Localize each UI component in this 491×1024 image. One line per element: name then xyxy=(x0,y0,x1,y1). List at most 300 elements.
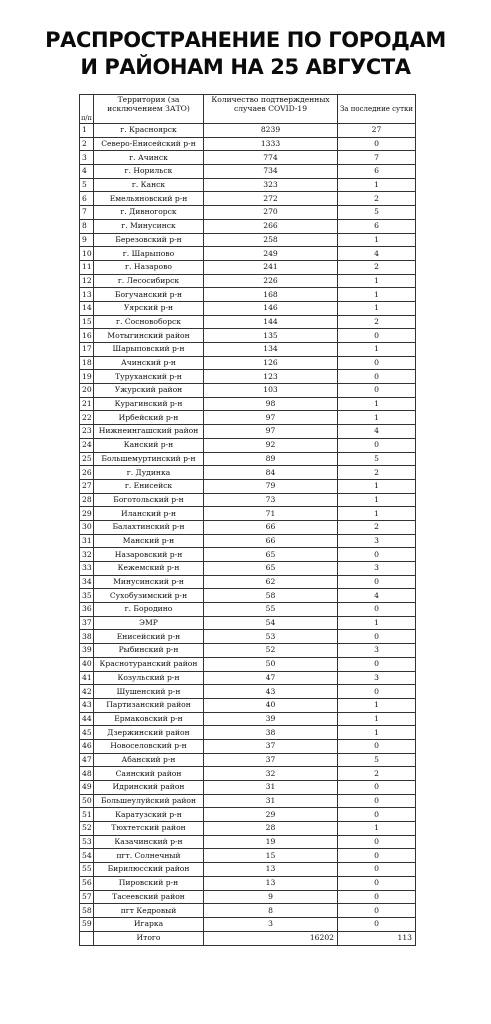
row-territory: Емельяновский р-н xyxy=(94,192,204,206)
row-cases: 38 xyxy=(204,726,338,740)
row-territory: г. Дудинка xyxy=(94,466,204,480)
total-number xyxy=(80,931,94,945)
row-territory: Курагинский р-н xyxy=(94,397,204,411)
table-row xyxy=(80,781,416,795)
row-number: 7 xyxy=(80,206,94,220)
table-row xyxy=(80,151,416,165)
row-number: 46 xyxy=(80,739,94,753)
table-row xyxy=(80,370,416,384)
row-territory: Рыбинский р-н xyxy=(94,644,204,658)
row-territory: Большеулуйский район xyxy=(94,794,204,808)
row-territory: Туруханский р-н xyxy=(94,370,204,384)
row-last-day: 1 xyxy=(338,301,416,315)
row-number: 33 xyxy=(80,562,94,576)
row-last-day: 5 xyxy=(338,753,416,767)
row-cases: 32 xyxy=(204,767,338,781)
row-number: 31 xyxy=(80,534,94,548)
table-row xyxy=(80,822,416,836)
row-territory: Дзержинский район xyxy=(94,726,204,740)
row-number: 20 xyxy=(80,384,94,398)
row-number: 4 xyxy=(80,165,94,179)
row-number: 41 xyxy=(80,671,94,685)
row-cases: 15 xyxy=(204,849,338,863)
row-last-day: 3 xyxy=(338,534,416,548)
row-number: 45 xyxy=(80,726,94,740)
row-last-day: 1 xyxy=(338,397,416,411)
row-last-day: 1 xyxy=(338,288,416,302)
header-number: п/п xyxy=(80,95,94,124)
row-number: 54 xyxy=(80,849,94,863)
row-number: 50 xyxy=(80,794,94,808)
row-number: 1 xyxy=(80,124,94,138)
row-cases: 47 xyxy=(204,671,338,685)
total-label: Итого xyxy=(94,931,204,945)
row-cases: 43 xyxy=(204,685,338,699)
row-cases: 66 xyxy=(204,534,338,548)
row-number: 25 xyxy=(80,452,94,466)
row-territory: пгт. Солнечный xyxy=(94,849,204,863)
row-number: 14 xyxy=(80,301,94,315)
table-row xyxy=(80,178,416,192)
row-territory: г. Лесосибирск xyxy=(94,274,204,288)
table-row xyxy=(80,794,416,808)
row-last-day: 1 xyxy=(338,479,416,493)
row-number: 23 xyxy=(80,425,94,439)
table-row xyxy=(80,479,416,493)
row-last-day: 0 xyxy=(338,685,416,699)
row-last-day: 1 xyxy=(338,178,416,192)
row-territory: г. Красноярск xyxy=(94,124,204,138)
table-row xyxy=(80,165,416,179)
row-territory: Иланский р-н xyxy=(94,507,204,521)
row-cases: 73 xyxy=(204,493,338,507)
row-number: 48 xyxy=(80,767,94,781)
table-row xyxy=(80,397,416,411)
row-number: 15 xyxy=(80,315,94,329)
row-territory: Канский р-н xyxy=(94,438,204,452)
row-last-day: 4 xyxy=(338,247,416,261)
row-last-day: 0 xyxy=(338,917,416,931)
row-cases: 258 xyxy=(204,233,338,247)
row-number: 5 xyxy=(80,178,94,192)
row-number: 49 xyxy=(80,781,94,795)
row-last-day: 27 xyxy=(338,124,416,138)
row-last-day: 0 xyxy=(338,739,416,753)
table-header-row xyxy=(80,95,416,124)
header-last-day: За последние сутки xyxy=(338,95,416,124)
row-cases: 13 xyxy=(204,876,338,890)
row-number: 26 xyxy=(80,466,94,480)
row-number: 28 xyxy=(80,493,94,507)
row-cases: 55 xyxy=(204,603,338,617)
table-row xyxy=(80,466,416,480)
row-last-day: 0 xyxy=(338,876,416,890)
total-row xyxy=(80,931,416,945)
row-cases: 8239 xyxy=(204,124,338,138)
page-title xyxy=(0,27,491,81)
row-last-day: 0 xyxy=(338,370,416,384)
row-cases: 66 xyxy=(204,520,338,534)
row-cases: 134 xyxy=(204,343,338,357)
table-row xyxy=(80,562,416,576)
row-last-day: 6 xyxy=(338,165,416,179)
table-row xyxy=(80,124,416,138)
table-row xyxy=(80,575,416,589)
row-territory: Шарыповский р-н xyxy=(94,343,204,357)
row-last-day: 2 xyxy=(338,260,416,274)
row-cases: 97 xyxy=(204,411,338,425)
table-row xyxy=(80,507,416,521)
table-row xyxy=(80,192,416,206)
row-last-day: 0 xyxy=(338,863,416,877)
row-cases: 39 xyxy=(204,712,338,726)
row-number: 17 xyxy=(80,343,94,357)
row-cases: 92 xyxy=(204,438,338,452)
table-row xyxy=(80,767,416,781)
row-cases: 54 xyxy=(204,616,338,630)
row-territory: ЭМР xyxy=(94,616,204,630)
table-row xyxy=(80,835,416,849)
table-row xyxy=(80,438,416,452)
row-last-day: 0 xyxy=(338,808,416,822)
table-row xyxy=(80,671,416,685)
row-territory: Казачинский р-н xyxy=(94,835,204,849)
table-row xyxy=(80,425,416,439)
table-row xyxy=(80,808,416,822)
row-cases: 146 xyxy=(204,301,338,315)
row-number: 30 xyxy=(80,520,94,534)
row-cases: 266 xyxy=(204,219,338,233)
row-number: 22 xyxy=(80,411,94,425)
row-territory: Нижнеингашский район xyxy=(94,425,204,439)
row-last-day: 5 xyxy=(338,452,416,466)
row-number: 42 xyxy=(80,685,94,699)
row-territory: Ачинский р-н xyxy=(94,356,204,370)
row-last-day: 1 xyxy=(338,698,416,712)
row-number: 51 xyxy=(80,808,94,822)
row-cases: 9 xyxy=(204,890,338,904)
row-last-day: 1 xyxy=(338,493,416,507)
row-number: 27 xyxy=(80,479,94,493)
total-last-day: 113 xyxy=(338,931,416,945)
row-territory: Ирбейский р-н xyxy=(94,411,204,425)
table-row xyxy=(80,288,416,302)
row-number: 53 xyxy=(80,835,94,849)
row-cases: 1333 xyxy=(204,137,338,151)
row-territory: г. Енисейск xyxy=(94,479,204,493)
table-row xyxy=(80,452,416,466)
row-territory: Сухобузимский р-н xyxy=(94,589,204,603)
row-cases: 52 xyxy=(204,644,338,658)
row-cases: 774 xyxy=(204,151,338,165)
row-cases: 97 xyxy=(204,425,338,439)
table-body xyxy=(80,124,416,932)
row-last-day: 4 xyxy=(338,589,416,603)
table-row xyxy=(80,301,416,315)
row-number: 52 xyxy=(80,822,94,836)
row-territory: г. Сосновоборск xyxy=(94,315,204,329)
row-last-day: 3 xyxy=(338,644,416,658)
row-last-day: 2 xyxy=(338,520,416,534)
row-last-day: 0 xyxy=(338,849,416,863)
row-territory: Абанский р-н xyxy=(94,753,204,767)
row-last-day: 1 xyxy=(338,411,416,425)
row-number: 57 xyxy=(80,890,94,904)
row-number: 10 xyxy=(80,247,94,261)
table-row xyxy=(80,520,416,534)
row-number: 9 xyxy=(80,233,94,247)
row-last-day: 0 xyxy=(338,575,416,589)
row-number: 43 xyxy=(80,698,94,712)
row-last-day: 5 xyxy=(338,206,416,220)
table-row xyxy=(80,726,416,740)
row-last-day: 0 xyxy=(338,603,416,617)
table-row xyxy=(80,644,416,658)
row-territory: Краснотуранский район xyxy=(94,657,204,671)
row-cases: 65 xyxy=(204,548,338,562)
table-row xyxy=(80,343,416,357)
row-territory: Ужурский район xyxy=(94,384,204,398)
title-line-1: РАСПРОСТРАНЕНИЕ ПО ГОРОДАМ xyxy=(45,28,446,52)
table-row xyxy=(80,356,416,370)
table-row xyxy=(80,384,416,398)
table-row xyxy=(80,657,416,671)
row-number: 13 xyxy=(80,288,94,302)
row-number: 2 xyxy=(80,137,94,151)
table-row xyxy=(80,698,416,712)
row-number: 29 xyxy=(80,507,94,521)
table-row xyxy=(80,712,416,726)
row-territory: Богучанский р-н xyxy=(94,288,204,302)
row-cases: 79 xyxy=(204,479,338,493)
row-cases: 168 xyxy=(204,288,338,302)
row-number: 21 xyxy=(80,397,94,411)
row-territory: Саянский район xyxy=(94,767,204,781)
table-row xyxy=(80,534,416,548)
row-cases: 13 xyxy=(204,863,338,877)
row-number: 40 xyxy=(80,657,94,671)
row-territory: Назаровский р-н xyxy=(94,548,204,562)
row-cases: 19 xyxy=(204,835,338,849)
row-territory: Уярский р-н xyxy=(94,301,204,315)
table-row xyxy=(80,603,416,617)
row-cases: 50 xyxy=(204,657,338,671)
row-last-day: 1 xyxy=(338,616,416,630)
row-territory: Енисейский р-н xyxy=(94,630,204,644)
row-number: 44 xyxy=(80,712,94,726)
row-cases: 123 xyxy=(204,370,338,384)
row-last-day: 0 xyxy=(338,438,416,452)
row-cases: 144 xyxy=(204,315,338,329)
row-last-day: 0 xyxy=(338,890,416,904)
row-last-day: 0 xyxy=(338,904,416,918)
table-row xyxy=(80,739,416,753)
row-last-day: 2 xyxy=(338,466,416,480)
table-row xyxy=(80,411,416,425)
row-cases: 37 xyxy=(204,753,338,767)
row-cases: 3 xyxy=(204,917,338,931)
table-row xyxy=(80,589,416,603)
row-number: 34 xyxy=(80,575,94,589)
row-territory: Игарка xyxy=(94,917,204,931)
row-last-day: 6 xyxy=(338,219,416,233)
row-number: 39 xyxy=(80,644,94,658)
row-last-day: 1 xyxy=(338,233,416,247)
table-row xyxy=(80,630,416,644)
row-territory: г. Норильск xyxy=(94,165,204,179)
row-number: 19 xyxy=(80,370,94,384)
row-cases: 272 xyxy=(204,192,338,206)
title-line-2: И РАЙОНАМ НА 25 АВГУСТА xyxy=(80,55,411,79)
row-number: 38 xyxy=(80,630,94,644)
row-territory: Боготольский р-н xyxy=(94,493,204,507)
row-cases: 84 xyxy=(204,466,338,480)
row-territory: г. Канск xyxy=(94,178,204,192)
table-row xyxy=(80,753,416,767)
table-row xyxy=(80,548,416,562)
row-cases: 126 xyxy=(204,356,338,370)
table-row xyxy=(80,274,416,288)
row-last-day: 1 xyxy=(338,343,416,357)
row-territory: г. Бородино xyxy=(94,603,204,617)
table-row xyxy=(80,863,416,877)
row-number: 24 xyxy=(80,438,94,452)
row-number: 16 xyxy=(80,329,94,343)
row-territory: Березовский р-н xyxy=(94,233,204,247)
row-territory: Новоселовский р-н xyxy=(94,739,204,753)
table-row xyxy=(80,233,416,247)
row-cases: 31 xyxy=(204,781,338,795)
row-last-day: 0 xyxy=(338,657,416,671)
row-territory: Минусинский р-н xyxy=(94,575,204,589)
row-number: 35 xyxy=(80,589,94,603)
header-territory: Территория (за исключением ЗАТО) xyxy=(94,95,204,124)
row-last-day: 1 xyxy=(338,822,416,836)
table-row xyxy=(80,493,416,507)
row-cases: 28 xyxy=(204,822,338,836)
row-territory: Кежемский р-н xyxy=(94,562,204,576)
row-territory: г. Шарыпово xyxy=(94,247,204,261)
row-territory: Бирилюсский район xyxy=(94,863,204,877)
row-territory: Идринский район xyxy=(94,781,204,795)
row-last-day: 0 xyxy=(338,356,416,370)
row-territory: Козульский р-н xyxy=(94,671,204,685)
row-cases: 135 xyxy=(204,329,338,343)
row-last-day: 0 xyxy=(338,781,416,795)
row-last-day: 1 xyxy=(338,274,416,288)
row-territory: Северо-Енисейский р-н xyxy=(94,137,204,151)
table-row xyxy=(80,890,416,904)
row-last-day: 2 xyxy=(338,767,416,781)
row-cases: 40 xyxy=(204,698,338,712)
row-number: 6 xyxy=(80,192,94,206)
row-cases: 103 xyxy=(204,384,338,398)
row-territory: Каратузский р-н xyxy=(94,808,204,822)
row-last-day: 1 xyxy=(338,712,416,726)
covid-cases-table xyxy=(79,94,416,946)
row-last-day: 0 xyxy=(338,794,416,808)
row-last-day: 0 xyxy=(338,384,416,398)
row-cases: 241 xyxy=(204,260,338,274)
table-row xyxy=(80,904,416,918)
row-cases: 29 xyxy=(204,808,338,822)
row-number: 12 xyxy=(80,274,94,288)
row-number: 47 xyxy=(80,753,94,767)
row-cases: 58 xyxy=(204,589,338,603)
table-row xyxy=(80,315,416,329)
row-cases: 734 xyxy=(204,165,338,179)
row-number: 32 xyxy=(80,548,94,562)
row-last-day: 7 xyxy=(338,151,416,165)
row-last-day: 2 xyxy=(338,315,416,329)
row-last-day: 0 xyxy=(338,548,416,562)
row-cases: 53 xyxy=(204,630,338,644)
row-last-day: 3 xyxy=(338,562,416,576)
row-territory: г. Ачинск xyxy=(94,151,204,165)
row-territory: Пировский р-н xyxy=(94,876,204,890)
row-number: 8 xyxy=(80,219,94,233)
row-territory: Балахтинский р-н xyxy=(94,520,204,534)
row-last-day: 1 xyxy=(338,726,416,740)
row-cases: 98 xyxy=(204,397,338,411)
row-territory: Шушенский р-н xyxy=(94,685,204,699)
row-cases: 226 xyxy=(204,274,338,288)
row-number: 55 xyxy=(80,863,94,877)
table-row xyxy=(80,219,416,233)
row-number: 58 xyxy=(80,904,94,918)
row-last-day: 0 xyxy=(338,137,416,151)
row-cases: 323 xyxy=(204,178,338,192)
row-cases: 89 xyxy=(204,452,338,466)
row-territory: Партизанский район xyxy=(94,698,204,712)
row-number: 3 xyxy=(80,151,94,165)
table-row xyxy=(80,329,416,343)
row-last-day: 4 xyxy=(338,425,416,439)
row-cases: 8 xyxy=(204,904,338,918)
row-territory: г. Дивногорск xyxy=(94,206,204,220)
row-cases: 270 xyxy=(204,206,338,220)
row-last-day: 0 xyxy=(338,630,416,644)
row-last-day: 0 xyxy=(338,329,416,343)
row-territory: Ермаковский р-н xyxy=(94,712,204,726)
row-number: 56 xyxy=(80,876,94,890)
table-row xyxy=(80,206,416,220)
row-last-day: 3 xyxy=(338,671,416,685)
row-territory: Мотыгинский район xyxy=(94,329,204,343)
table-row xyxy=(80,917,416,931)
table-row xyxy=(80,685,416,699)
header-cases: Количество подтвержденных случаев COVID-19 xyxy=(204,95,338,124)
row-number: 18 xyxy=(80,356,94,370)
row-territory: г. Минусинск xyxy=(94,219,204,233)
row-cases: 65 xyxy=(204,562,338,576)
row-territory: Тасеевский район xyxy=(94,890,204,904)
row-territory: Большемуртинский р-н xyxy=(94,452,204,466)
row-territory: пгт Кедровый xyxy=(94,904,204,918)
row-territory: Манский р-н xyxy=(94,534,204,548)
row-last-day: 0 xyxy=(338,835,416,849)
row-last-day: 2 xyxy=(338,192,416,206)
row-cases: 31 xyxy=(204,794,338,808)
row-territory: Тюхтетский район xyxy=(94,822,204,836)
row-cases: 71 xyxy=(204,507,338,521)
row-number: 36 xyxy=(80,603,94,617)
table-row xyxy=(80,876,416,890)
row-cases: 37 xyxy=(204,739,338,753)
table-row xyxy=(80,137,416,151)
row-number: 37 xyxy=(80,616,94,630)
total-cases: 16202 xyxy=(204,931,338,945)
